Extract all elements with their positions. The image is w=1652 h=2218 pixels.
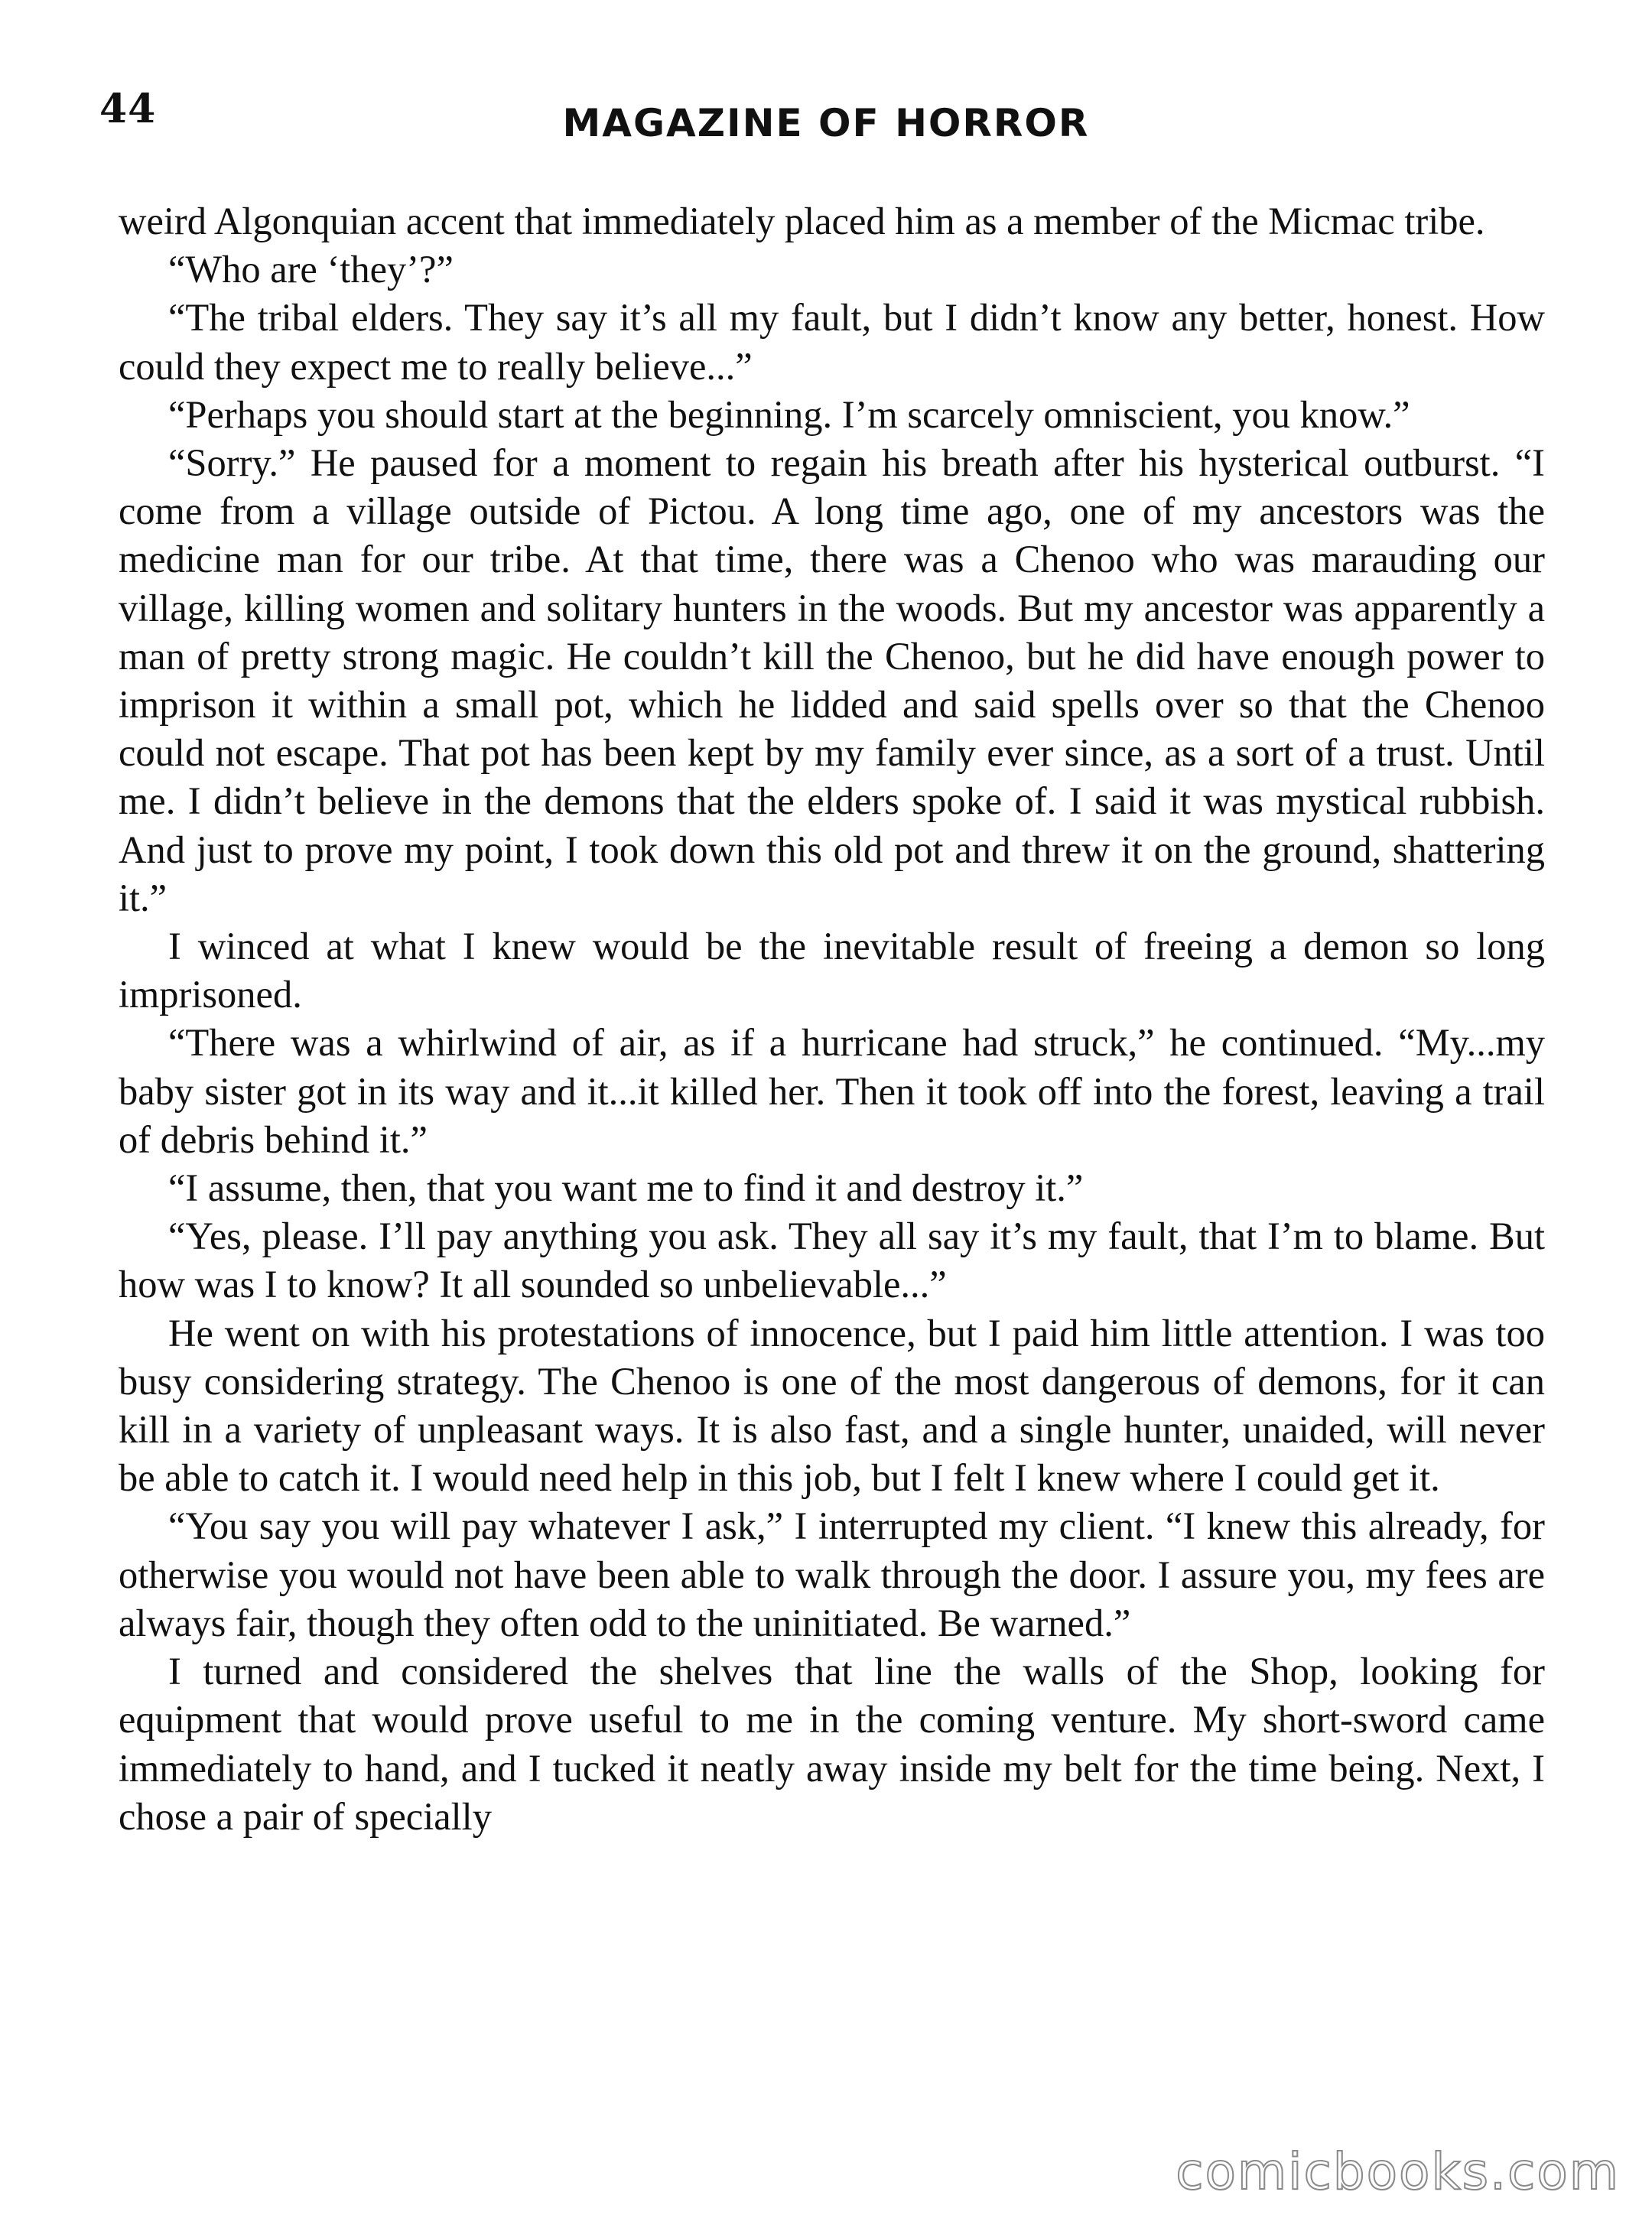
paragraph: “Who are ‘they’?”	[168, 248, 454, 291]
paragraph: “You say you will pay whatever I ask,” I interrupted my client. “I knew this already, for otherwise you would not have been able to walk through the door. I assure you, my fees are always fair, though they often odd to the uninitiated. Be warned.”	[119, 1504, 1545, 1644]
running-title: MAGAZINE OF HORROR	[562, 101, 1090, 145]
paragraph: I turned and considered the shelves that line the walls of the Shop, looking for equipment that would prove useful to me in the coming venture. My short-sword came immediately to hand, and I tucked it neatly away inside my belt for the time being. Next, I chose a pair of specially	[119, 1650, 1545, 1838]
page-number: 44	[99, 86, 157, 132]
paragraph: “Yes, please. I’ll pay anything you ask. They all say it’s my fault, that I’m to blame. But how was I to know? It all sounded so unbelievable...”	[119, 1215, 1545, 1306]
paragraph: “Perhaps you should start at the beginning. I’m scarcely omniscient, you know.”	[168, 392, 1410, 436]
article-body	[119, 197, 1545, 1841]
paragraph: “I assume, then, that you want me to find it and destroy it.”	[168, 1166, 1084, 1210]
paragraph: He went on with his protestations of innocence, but I paid him little attention. I was too busy considering strategy. The Chenoo is one of the most dangerous of demons, for it can kill in a variety of unpleasant ways. It is also fast, and a single hunter, unaided, will never be able to catch it. I would need help in this job, but I felt I knew where I could get it.	[119, 1311, 1545, 1500]
paragraph: I winced at what I knew would be the inevitable result of freeing a demon so long imprisoned.	[119, 925, 1545, 1016]
paragraph: weird Algonquian accent that immediately placed him as a member of the Micmac tribe.	[119, 200, 1485, 242]
paragraph: “There was a whirlwind of air, as if a hurricane had struck,” he continued. “My...my baby sister got in its way and it...it killed her. Then it took off into the forest, leaving a trail of debris behind it.”	[119, 1021, 1545, 1161]
paragraph: “Sorry.” He paused for a moment to regain his breath after his hysterical outburst. “I come from a village outside of Pictou. A long time ago, one of my ancestors was the medicine man for our tribe. At that time, there was a Chenoo who was marauding our village, killing women and solitary hunters in the woods. But my ancestor was apparently a man of pretty strong magic. He couldn’t kill the Chenoo, but he did have enough power to imprison it within a small pot, which he lidded and said spells over so that the Chenoo could not escape. That pot has been kept by my family ever since, as a sort of a trust. Until me. I didn’t believe in the demons that the elders spoke of. I said it was mystical rubbish. And just to prove my point, I took down this old pot and threw it on the ground, shattering it.”	[119, 441, 1545, 919]
watermark: comicbooks.com	[1176, 2142, 1620, 2201]
paragraph: “The tribal elders. They say it’s all my fault, but I didn’t know any better, honest. How could they expect me to really believe...”	[119, 296, 1545, 388]
